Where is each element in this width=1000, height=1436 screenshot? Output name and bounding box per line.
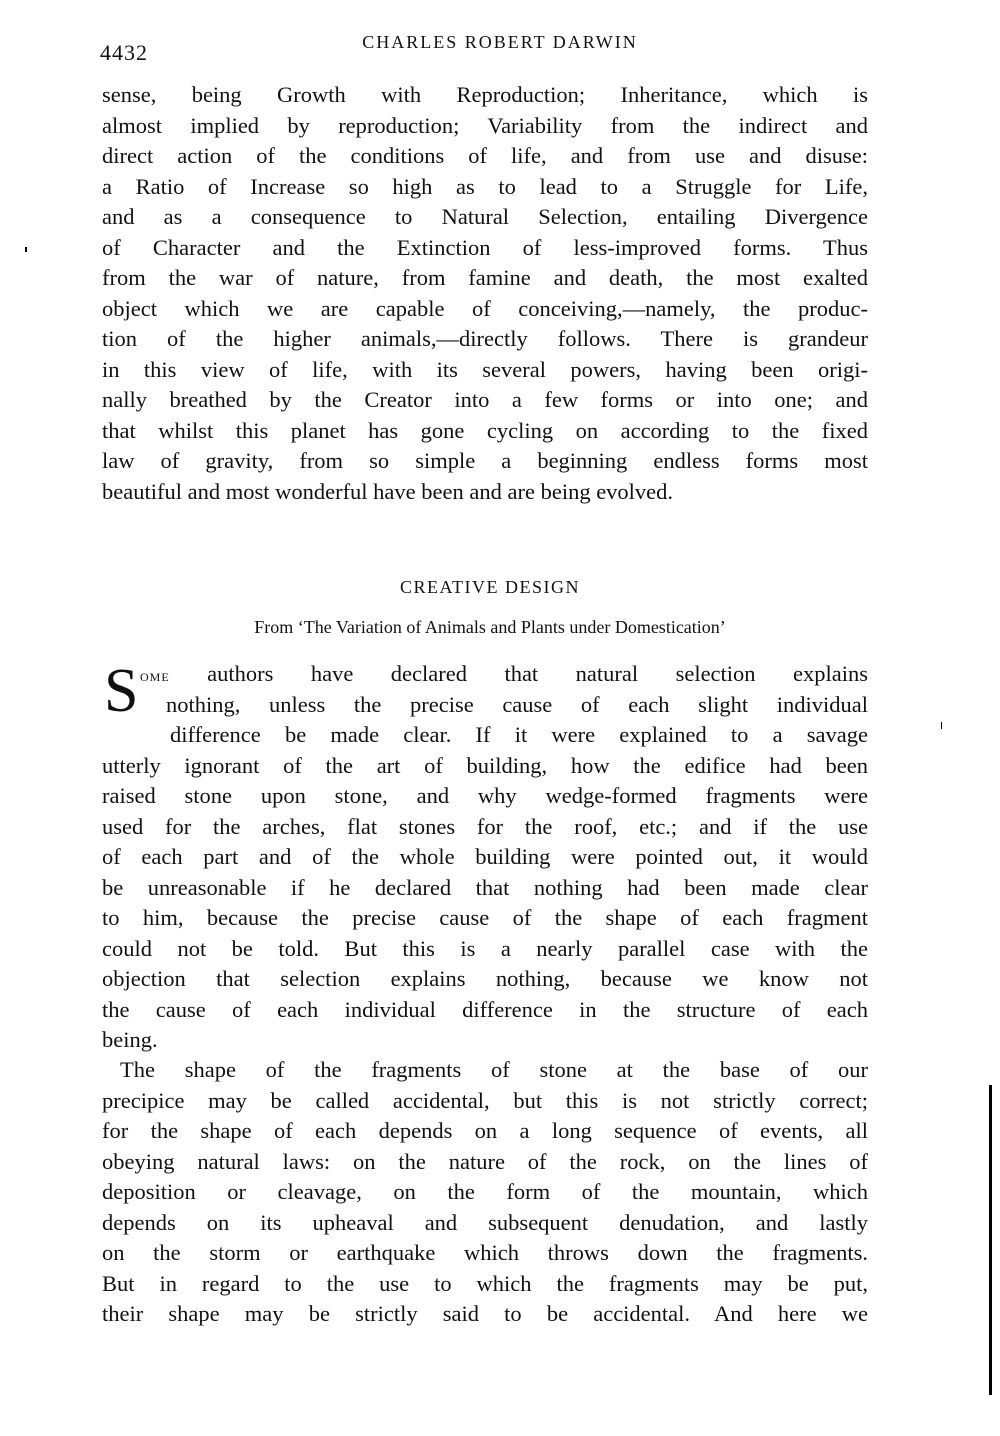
- text-line: nothing, unless the precise cause of each slight individual: [166, 691, 868, 717]
- text-line: ome authors have declared that natural selection explains: [140, 661, 868, 686]
- text-line: sense, being Growth with Reproduction; Inheritance, which is: [102, 82, 868, 107]
- margin-mark: [941, 722, 942, 729]
- paragraph-2: [102, 1055, 868, 1330]
- text-line: direct action of the conditions of life, and from use and disuse:: [102, 143, 868, 168]
- text-line: to him, because the precise cause of the shape of each fragment: [102, 905, 868, 930]
- text-line: difference be made clear. If it were explained to a savage: [170, 722, 868, 747]
- scan-edge-line: [989, 1085, 992, 1395]
- text-line: and as a consequence to Natural Selection, entailing Divergence: [102, 204, 868, 229]
- text-line: raised stone upon stone, and why wedge-formed fragments were: [102, 783, 868, 808]
- text-line: depends on its upheaval and subsequent denudation, and lastly: [102, 1209, 868, 1235]
- text-line: almost implied by reproduction; Variability from the indirect and: [102, 112, 868, 138]
- text-line: could not be told. But this is a nearly parallel case with the: [102, 935, 868, 961]
- text-line: object which we are capable of conceiving,—namely, the produc-: [102, 295, 868, 321]
- text-line: of Character and the Extinction of less-improved forms. Thus: [102, 234, 868, 260]
- text-line: deposition or cleavage, on the form of the mountain, which: [102, 1179, 868, 1204]
- text-line: The shape of the fragments of stone at the base of our: [120, 1057, 868, 1082]
- text-line: their shape may be strictly said to be accidental. And here we: [102, 1301, 868, 1326]
- text-line: that whilst this planet has gone cycling on according to the fixed: [102, 417, 868, 443]
- text-line: on the storm or earthquake which throws down the fragments.: [102, 1240, 868, 1265]
- text-line: obeying natural laws: on the nature of the rock, on the lines of: [102, 1148, 868, 1174]
- section-source: From ‘The Variation of Animals and Plants under Domestication’: [254, 617, 726, 637]
- text-line: from the war of nature, from famine and death, the most exalted: [102, 265, 868, 290]
- page-number: 4432: [100, 40, 148, 65]
- text-line: law of gravity, from so simple a beginning endless forms most: [102, 448, 868, 473]
- text-line: nally breathed by the Creator into a few forms or into one; and: [102, 387, 868, 412]
- paragraph-1: [102, 659, 868, 1056]
- text-line: objection that selection explains nothing, because we know not: [102, 966, 868, 991]
- text-line: of each part and of the whole building were pointed out, it would: [102, 844, 868, 869]
- text-line: the cause of each individual difference in the structure of each: [102, 996, 868, 1022]
- continuation-paragraph: [102, 80, 868, 507]
- margin-mark: [25, 247, 27, 252]
- text-line: in this view of life, with its several powers, having been origi-: [102, 356, 868, 382]
- text-line: precipice may be called accidental, but this is not strictly correct;: [102, 1087, 868, 1113]
- text-line: a Ratio of Increase so high as to lead to a Struggle for Life,: [102, 173, 868, 199]
- text-line: being.: [102, 1027, 158, 1052]
- text-line: tion of the higher animals,—directly follows. There is grandeur: [102, 326, 868, 351]
- running-title: CHARLES ROBERT DARWIN: [362, 32, 638, 52]
- text-line: for the shape of each depends on a long sequence of events, all: [102, 1118, 868, 1143]
- text-line: utterly ignorant of the art of building, how the edifice had been: [102, 752, 868, 778]
- drop-cap: S: [104, 657, 139, 725]
- text-line: be unreasonable if he declared that nothing had been made clear: [102, 874, 868, 900]
- section-title: CREATIVE DESIGN: [400, 577, 580, 597]
- text-line: beautiful and most wonderful have been and are being evolved.: [102, 478, 674, 504]
- text-line: used for the arches, flat stones for the roof, etc.; and if the use: [102, 813, 868, 839]
- small-caps-word: ome: [140, 666, 170, 685]
- text-line: But in regard to the use to which the fragments may be put,: [102, 1270, 868, 1296]
